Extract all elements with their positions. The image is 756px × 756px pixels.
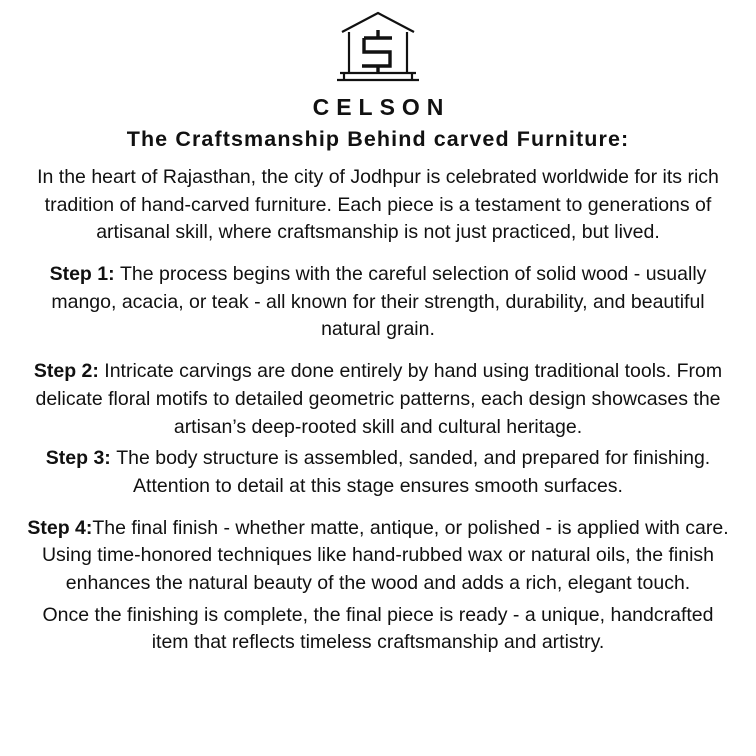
step-1-label: Step 1: bbox=[49, 263, 121, 286]
page-title: The Craftsmanship Behind carved Furniture: bbox=[126, 127, 630, 151]
step-3-label: Step 3: bbox=[45, 447, 117, 470]
step-2-text: Intricate carvings are done entirely by hand using traditional tools. From delicate floral motifs to detailed geometric patterns, each design showcases the artisan’s deep-rooted skill and cultural heritage. bbox=[35, 360, 723, 438]
paragraph-closing bbox=[25, 602, 731, 657]
step-1-text: The process begins with the careful selection of solid wood - usually mango, acacia, or teak - all known for their strength, durability, and beautiful natural grain. bbox=[51, 263, 707, 341]
paragraph-closing-text: Once the finishing is complete, the final piece is ready - a unique, handcrafted item that reflects timeless craftsmanship and artistry. bbox=[42, 603, 714, 654]
step-4-label: Step 4: bbox=[27, 516, 93, 539]
paragraph-step-2 bbox=[25, 358, 731, 441]
paragraph-step-1 bbox=[25, 261, 731, 344]
step-2-label: Step 2: bbox=[33, 360, 105, 383]
house-monogram-logo-icon bbox=[332, 10, 424, 88]
paragraph-step-4 bbox=[25, 515, 731, 598]
step-3-text: The body structure is assembled, sanded, and prepared for finishing. Attention to detail at this stage ensures smooth surfaces. bbox=[116, 447, 711, 497]
paragraph-intro bbox=[25, 164, 731, 247]
paragraph-intro-text: In the heart of Rajasthan, the city of Jodhpur is celebrated worldwide for its rich tradition of hand-carved furniture. Each piece is a testament to generations of artisanal skill, where craftsmanship is not just practiced, but lived. bbox=[37, 166, 719, 244]
brand-name: CELSON bbox=[312, 94, 451, 120]
step-4-text: The final finish - whether matte, antique, or polished - is applied with care. Using time-honored techniques like hand-rubbed wax or natural oils, the finish enhances the natural beauty of the wood and adds a rich, elegant touch. bbox=[41, 516, 729, 594]
paragraph-step-3 bbox=[25, 445, 731, 500]
logo-container bbox=[16, 10, 740, 88]
